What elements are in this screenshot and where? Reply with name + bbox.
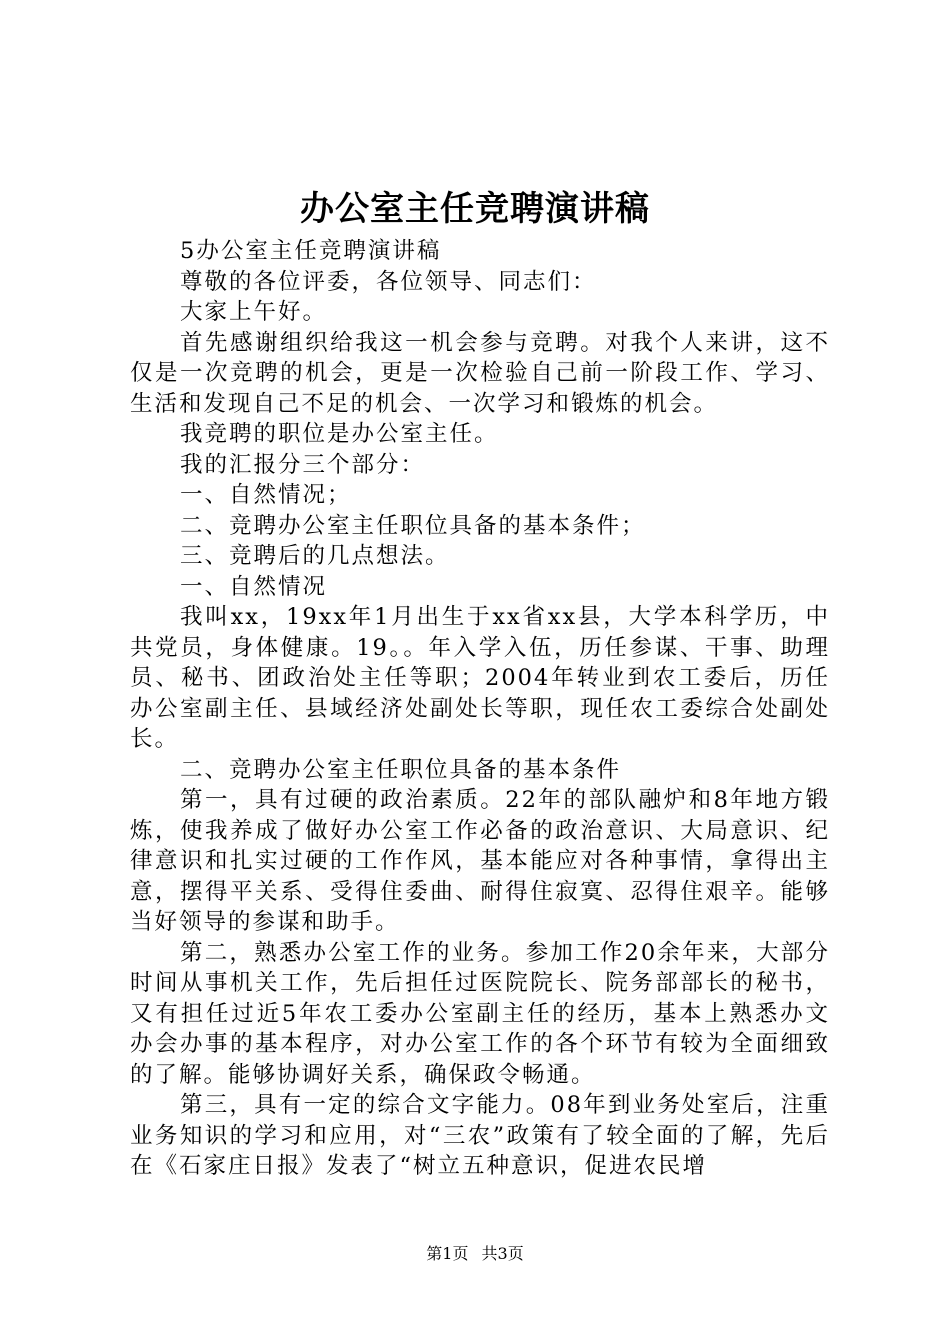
paragraph: 大家上午好。 [180,299,328,325]
page-number: 第1页 [426,1244,469,1263]
paragraph: 我叫xx，19xx年1月出生于xx省xx县，大学本科学历，中共党员，身体健康。19。。年入学入伍，历任参谋、干事、助理员、秘书、团政治处主任等职；2004年转业到农工委后，历任办公室副主任、县域经济处副处长等职，现任农工委综合处副处长。 [130,604,830,752]
paragraph: 我的汇报分三个部分： [180,451,426,478]
paragraph: 一、自然情况； [180,482,352,508]
paragraph: 二、竞聘办公室主任职位具备的基本条件； [180,512,646,539]
paragraph: 第一，具有过硬的政治素质。22年的部队融炉和8年地方锻炼，使我养成了做好办公室工作必备的政治意识、大局意识、纪律意识和扎实过硬的工作作风，基本能应对各种事情，拿得出主意，摆得平关系、受得住委曲、耐得住寂寞、忍得住艰辛。能够当好领导的参谋和助手。 [130,787,830,935]
page-footer [0,1244,950,1264]
paragraph: 三、竞聘后的几点想法。 [180,543,450,569]
paragraph: 首先感谢组织给我这一机会参与竞聘。对我个人来讲，这不仅是一次竞聘的机会，更是一次检验自己前一阶段工作、学习、生活和发现自己不足的机会、一次学习和锻炼的机会。 [130,329,830,417]
document-body [130,236,830,1182]
paragraph: 一、自然情况 [180,573,328,600]
page-total: 共3页 [481,1244,524,1263]
paragraph: 第二，熟悉办公室工作的业务。参加工作20余年来，大部分时间从事机关工作，先后担任过医院院长、院务部部长的秘书，又有担任过近5年农工委办公室副主任的经历，基本上熟悉办文办会办事的基本程序，对办公室工作的各个环节有较为全面细致的了解。能够协调好关系，确保政令畅通。 [130,939,830,1088]
paragraph: 尊敬的各位评委，各位领导、同志们： [180,268,597,295]
document-title: 办公室主任竞聘演讲稿 [300,189,650,229]
paragraph: 二、竞聘办公室主任职位具备的基本条件 [180,756,622,783]
paragraph: 第三，具有一定的综合文字能力。08年到业务处室后，注重业务知识的学习和应用，对“三农”政策有了较全面的了解，先后在《石家庄日报》发表了“树立五种意识，促进农民增 [130,1092,830,1179]
paragraph: 我竞聘的职位是办公室主任。 [180,421,499,447]
paragraph: 5办公室主任竞聘演讲稿 [180,238,442,264]
